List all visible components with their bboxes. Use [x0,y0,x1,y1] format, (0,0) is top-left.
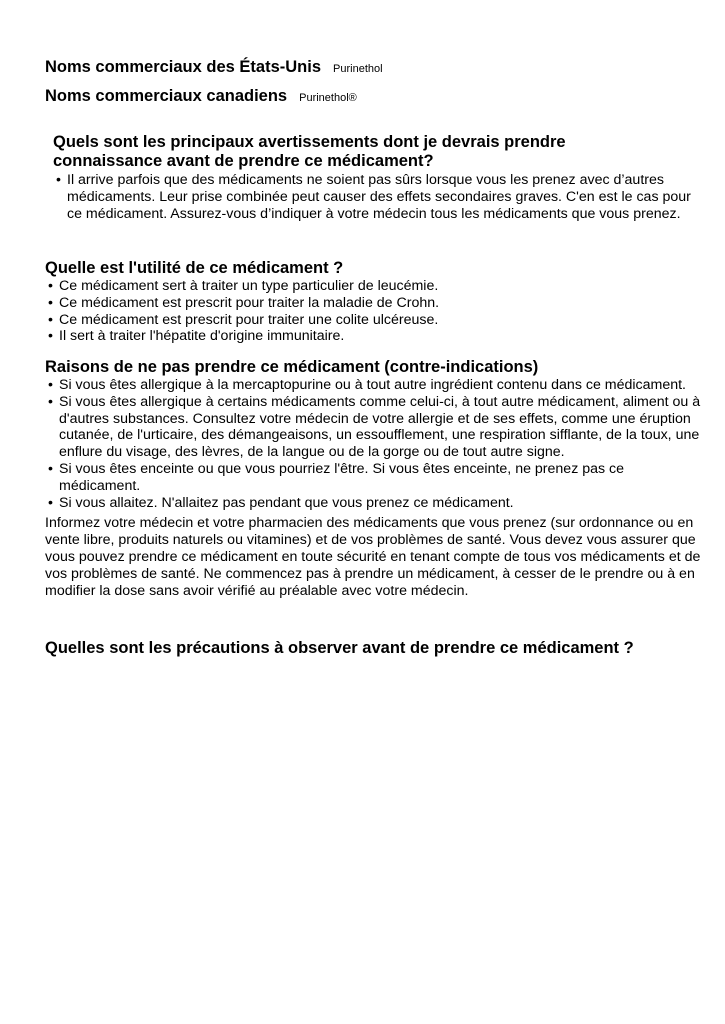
list-item: • Ce médicament est prescrit pour traiter la maladie de Crohn. [48,294,440,311]
canadian-brand-value: Purinethol® [299,92,357,104]
us-brand-label: Noms commerciaux des États-Unis [45,58,322,76]
uses-list [45,278,705,345]
uses-section [45,259,705,345]
contraindications-heading: Raisons de ne pas prendre ce médicament (contre-indications) [45,358,539,376]
canadian-brand-label: Noms commerciaux canadiens [45,87,288,105]
canadian-brand-names [45,87,357,106]
contraindications-section [45,358,705,599]
advice-paragraph: Informez votre médecin et votre pharmacien des médicaments que vous prenez (sur ordonnance ou en vente libre, produits naturels ou vitamines) et de vos problèmes de santé. Vous devez vous assurer que vous pouvez prendre ce médicament en toute sécurité en tenant compte de tous vos médicaments et de vos problèmes de santé. Ne commencez pas à prendre un médicament, à cesser de le prendre ou à en modifier la dose sans avoir vérifié au préalable avec votre médecin. [45,515,701,599]
list-item: • Si vous allaitez. N'allaitez pas pendant que vous prenez ce médicament. [48,494,514,511]
list-item: • Il arrive parfois que des médicaments ne soient pas sûrs lorsque vous les prenez avec d’autres médicaments. Leur prise combinée peut causer des effets secondaires graves. C'en est le cas pour ce médicament. Assurez-vous d’indiquer à votre médecin tous les médicaments que vous prenez. [56,172,691,222]
list-item: • Si vous êtes enceinte ou que vous pourriez l'être. Si vous êtes enceinte, ne prenez pas ce médicament. [48,460,625,494]
list-item: • Ce médicament est prescrit pour traiter une colite ulcéreuse. [48,311,439,328]
list-item: • Si vous êtes allergique à la mercaptopurine ou à tout autre ingrédient contenu dans ce médicament. [48,377,687,393]
warnings-list [53,172,705,222]
warnings-section [53,133,705,222]
warnings-heading: Quels sont les principaux avertissements dont je devrais prendre connaissance avant de prendre ce médicament? [53,133,566,170]
list-item: • Si vous êtes allergique à certains médicaments comme celui-ci, à tout autre médicament, aliment ou à d'autres substances. Consultez votre médecin de votre allergie et de ses effets, comme une éruption cutanée, de l'urticaire, des démangeaisons, un essoufflement, une respiration sifflante, de la toux, une enflure du visage, des lèvres, de la langue ou de la gorge ou de tout autre signe. [48,393,701,461]
precautions-section [45,639,705,658]
list-item: • Il sert à traiter l'hépatite d'origine immunitaire. [48,328,345,345]
precautions-heading: Quelles sont les précautions à observer avant de prendre ce médicament ? [45,639,634,657]
us-brand-value: Purinethol [333,63,383,75]
contraindications-list [45,377,705,511]
uses-heading: Quelle est l'utilité de ce médicament ? [45,259,344,277]
us-brand-names [45,58,383,77]
list-item: • Ce médicament sert à traiter un type particulier de leucémie. [48,278,439,294]
